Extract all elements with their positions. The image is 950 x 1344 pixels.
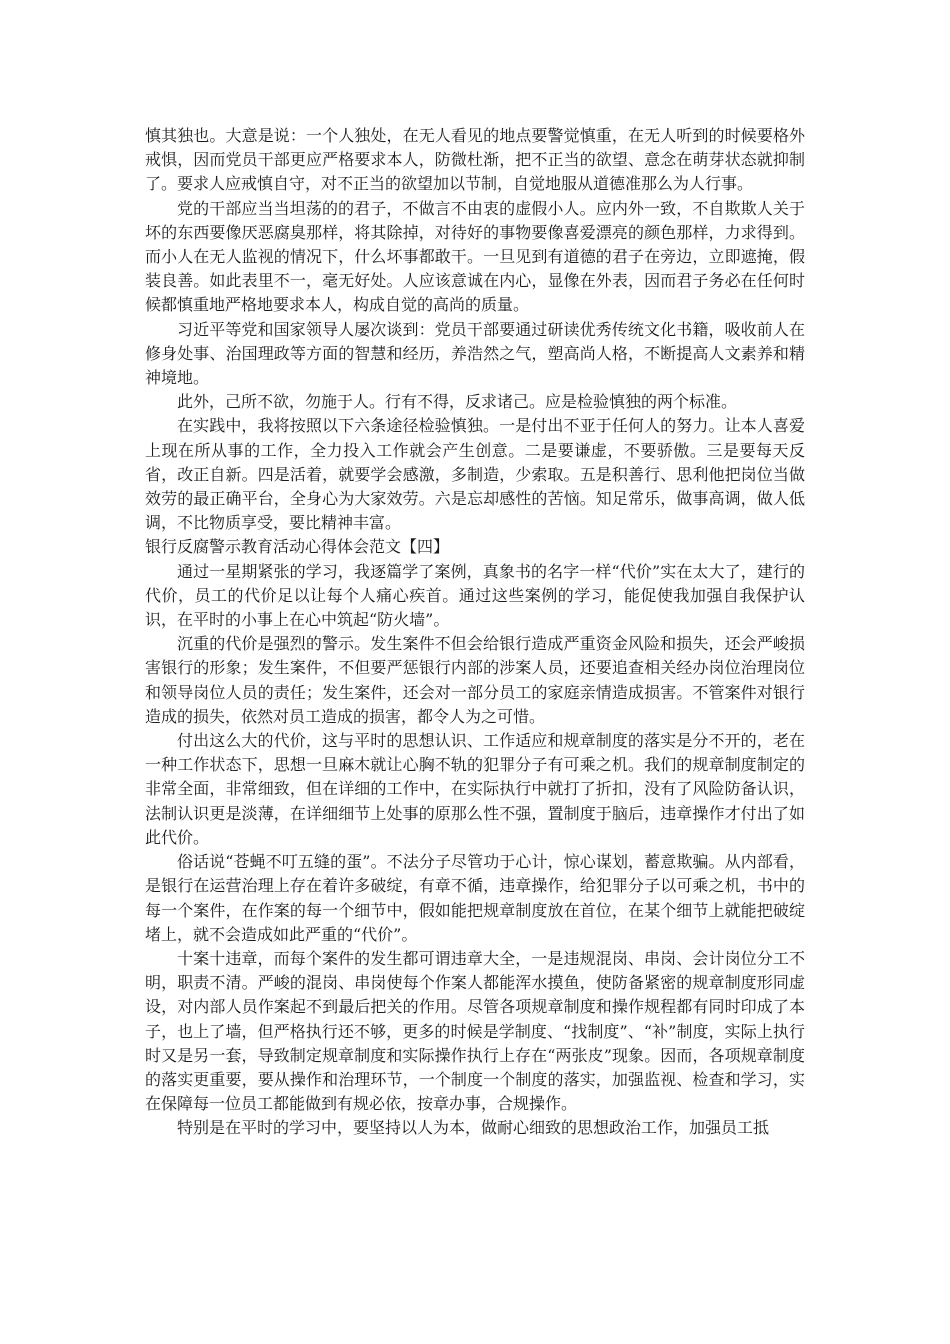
paragraph: 俗话说“苍蝇不叮五缝的蛋”。不法分子尽管功于心计，惊心谋划，蓄意欺骗。从内部看，是银行在运营治理上存在着许多破绽，有章不循，违章操作，给犯罪分子以可乘之机，书中的每一个案件，在作案的每一个细节中，假如能把规章制度放在首位，在某个细节上就能把破绽堵上，就不会造成如此严重的“代价”。 [145,852,805,944]
paragraph: 沉重的代价是强烈的警示。发生案件不但会给银行造成严重资金风险和损失，还会严峻损害银行的形象；发生案件，不但要严惩银行内部的涉案人员，还要追查相关经办岗位治理岗位和领导岗位人员的责任；发生案件，还会对一部分员工的家庭亲情造成损害。不管案件对银行造成的损失，依然对员工造成的损害，都令人为之可惜。 [145,634,805,726]
paragraph: 付出这么大的代价，这与平时的思想认识、工作适应和规章制度的落实是分不开的，老在一种工作状态下，思想一旦麻木就让心胸不轨的犯罪分子有可乘之机。我们的规章制度制定的非常全面，非常细致，但在详细的工作中，在实际执行中就打了折扣，没有了风险防备认识，法制认识更是淡薄，在详细细节上处事的原那么性不强，置制度于脑后，违章操作才付出了如此代价。 [145,731,805,847]
paragraph: 此外，己所不欲，勿施于人。行有不得，反求诸己。应是检验慎独的两个标准。 [177,392,738,412]
paragraph: 十案十违章，而每个案件的发生都可谓违章大全，一是违规混岗、串岗、会计岗位分工不明，职责不清。严峻的混岗、串岗使每个作案人都能浑水摸鱼，使防备紧密的规章制度形同虚设，对内部人员作案起不到最后把关的作用。尽管各项规章制度和操作规程都有同时印成了本子，也上了墙，但严格执行还不够，更多的时候是学制度、“找制度”、“补”制度，实际上执行时又是另一套，导致制定规章制度和实际操作执行上存在“两张皮”现象。因而，各项规章制度的落实更重要，要从操作和治理环节，一个制度一个制度的落实，加强监视、检查和学习，实在保障每一位员工都能做到有规必依，按章办事，合规操作。 [145,948,805,1114]
paragraph: 习近平等党和国家领导人屡次谈到：党员干部要通过研读优秀传统文化书籍，吸收前人在修身处事、治国理政等方面的智慧和经历，养浩然之气，塑高尚人格，不断提高人文素养和精神境地。 [145,319,805,388]
document-page [145,124,805,1141]
paragraph: 在实践中，我将按照以下六条途径检验慎独。一是付出不亚于任何人的努力。让本人喜爱上现在所从事的工作，全力投入工作就会产生创意。二是要谦虚，不要骄傲。三是要每天反省，改正自新。四是活着，就要学会感激，多制造，少索取。五是积善行、思利他把岗位当做效劳的最正确平台，全身心为大家效劳。六是忘却感性的苦恼。知足常乐，做事高调，做人低调，不比物质享受，要比精神丰富。 [145,416,805,533]
paragraph: 通过一星期紧张的学习，我逐篇学了案例，真象书的名字一样“代价”实在太大了，建行的代价，员工的代价足以让每个人痛心疾首。通过这些案例的学习，能促使我加强自我保护认识，在平时的小事上在心中筑起“防火墙”。 [145,561,805,630]
paragraph: 特别是在平时的学习中，要坚持以人为本，做耐心细致的思想政治工作，加强员工抵 [177,1118,770,1138]
section-heading: 银行反腐警示教育活动心得体会范文【四】 [145,537,450,557]
paragraph-continuation: 慎其独也。大意是说：一个人独处，在无人看见的地点要警觉慎重，在无人听到的时候要格外戒惧，因而党员干部更应严格要求本人，防微杜渐，把不正当的欲望、意念在萌芽状态就抑制了。要求人应戒慎自守，对不正当的欲望加以节制，自觉地服从道德准那么为人行事。 [145,126,805,194]
paragraph: 党的干部应当当坦荡的的君子，不做言不由衷的虚假小人。应内外一致，不自欺欺人关于坏的东西要像厌恶腐臭那样，将其除掉，对待好的事物要像喜爱漂亮的颜色那样，力求得到。而小人在无人监视的情况下，什么坏事都敢干。一旦见到有道德的君子在旁边，立即遮掩，假装良善。如此表里不一，毫无好处。人应该意诚在内心，显像在外表，因而君子务必在任何时候都慎重地严格地要求本人，构成自觉的高尚的质量。 [145,198,805,315]
